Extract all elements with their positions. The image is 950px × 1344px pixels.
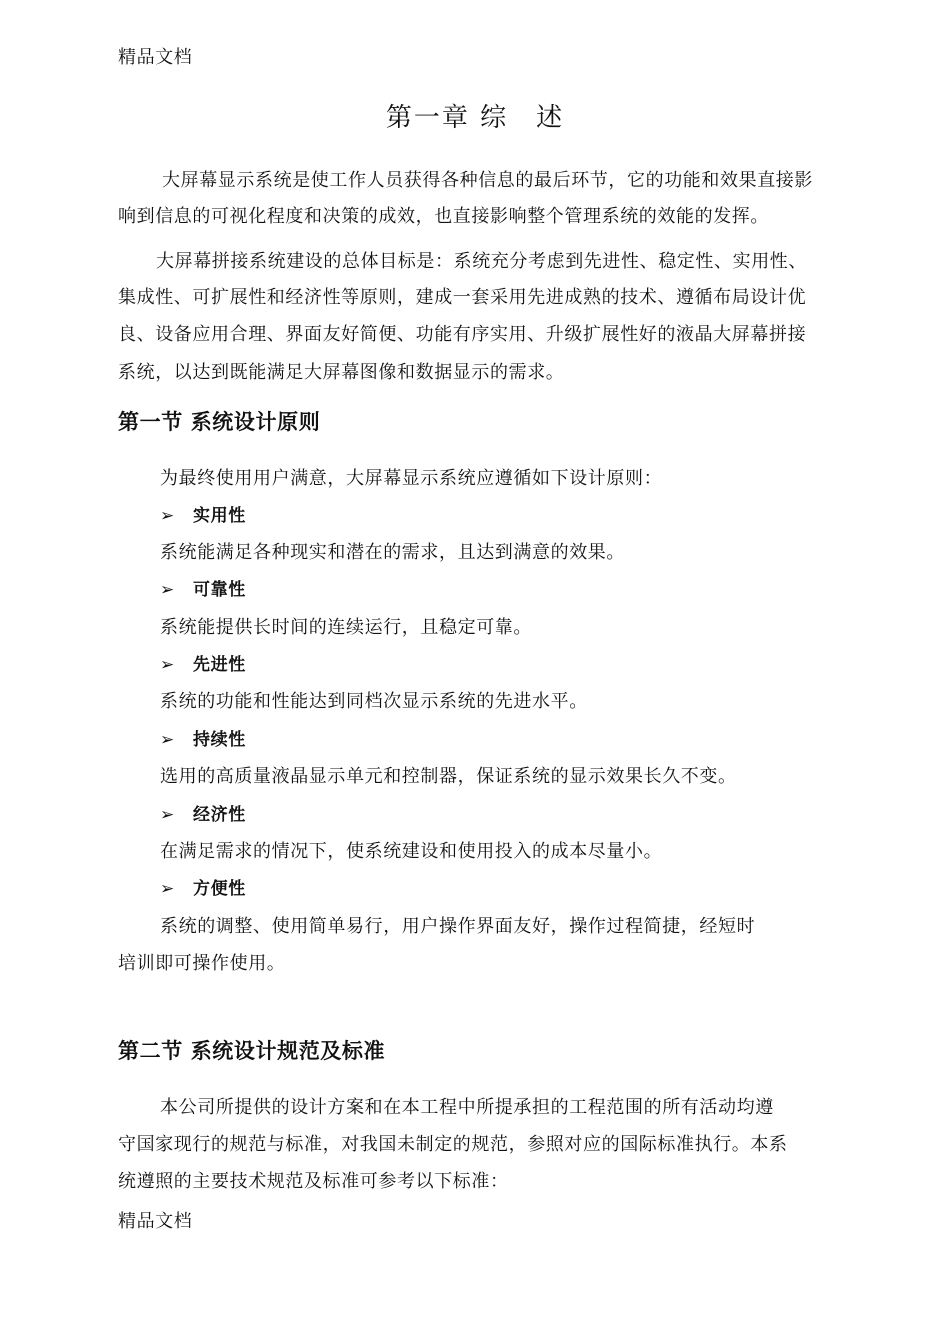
principle-item [160,804,246,826]
chapter-title: 第一章 综 述 [385,103,565,133]
principle-desc: 选用的高质量液晶显示单元和控制器，保证系统的显示效果长久不变。 [160,766,737,787]
principle-item [160,579,246,601]
paragraph-line: 响到信息的可视化程度和决策的成效，也直接影响整个管理系统的效能的发挥。 [118,206,769,227]
section-intro: 为最终使用用户满意，大屏幕显示系统应遵循如下设计原则： [160,468,663,489]
principle-desc: 培训即可操作使用。 [118,953,286,974]
principle-name: 可靠性 [193,580,246,600]
principle-desc: 系统能提供长时间的连续运行，且稳定可靠。 [160,617,532,638]
principle-desc: 系统的功能和性能达到同档次显示系统的先进水平。 [160,691,588,712]
principle-name: 实用性 [193,506,246,526]
page-header: 精品文档 [118,47,193,68]
arrow-bullet-icon: ➢ [160,879,175,899]
principle-desc: 系统的调整、使用简单易行，用户操作界面友好，操作过程简捷，经短时 [160,916,756,937]
principle-item [160,878,246,900]
principle-name: 先进性 [193,655,246,675]
paragraph-line: 良、设备应用合理、界面友好简便、功能有序实用、升级扩展性好的液晶大屏幕拼接 [118,324,807,345]
paragraph-line: 统遵照的主要技术规范及标准可参考以下标准： [118,1171,509,1192]
principle-name: 持续性 [193,730,246,750]
paragraph-line: 集成性、可扩展性和经济性等原则，建成一套采用先进成熟的技术、遵循布局设计优 [118,287,807,308]
page-footer: 精品文档 [118,1211,193,1232]
principle-name: 经济性 [193,805,246,825]
arrow-bullet-icon: ➢ [160,506,175,526]
paragraph-line: 大屏幕显示系统是使工作人员获得各种信息的最后环节，它的功能和效果直接影 [162,170,813,191]
principle-desc: 在满足需求的情况下，使系统建设和使用投入的成本尽量小。 [160,841,663,862]
arrow-bullet-icon: ➢ [160,805,175,825]
principle-name: 方便性 [193,879,246,899]
paragraph-line: 大屏幕拼接系统建设的总体目标是：系统充分考虑到先进性、稳定性、实用性、 [156,251,807,272]
section-heading: 第二节 系统设计规范及标准 [118,1039,386,1063]
section-heading: 第一节 系统设计原则 [118,410,321,434]
principle-item [160,505,246,527]
paragraph-line: 系统，以达到既能满足大屏幕图像和数据显示的需求。 [118,362,565,383]
arrow-bullet-icon: ➢ [160,580,175,600]
paragraph-line: 本公司所提供的设计方案和在本工程中所提承担的工程范围的所有活动均遵 [160,1097,774,1118]
principle-item [160,729,246,751]
principle-item [160,654,246,676]
arrow-bullet-icon: ➢ [160,655,175,675]
principle-desc: 系统能满足各种现实和潜在的需求，且达到满意的效果。 [160,542,625,563]
paragraph-line: 守国家现行的规范与标准，对我国未制定的规范，参照对应的国际标准执行。本系 [118,1134,788,1155]
arrow-bullet-icon: ➢ [160,730,175,750]
